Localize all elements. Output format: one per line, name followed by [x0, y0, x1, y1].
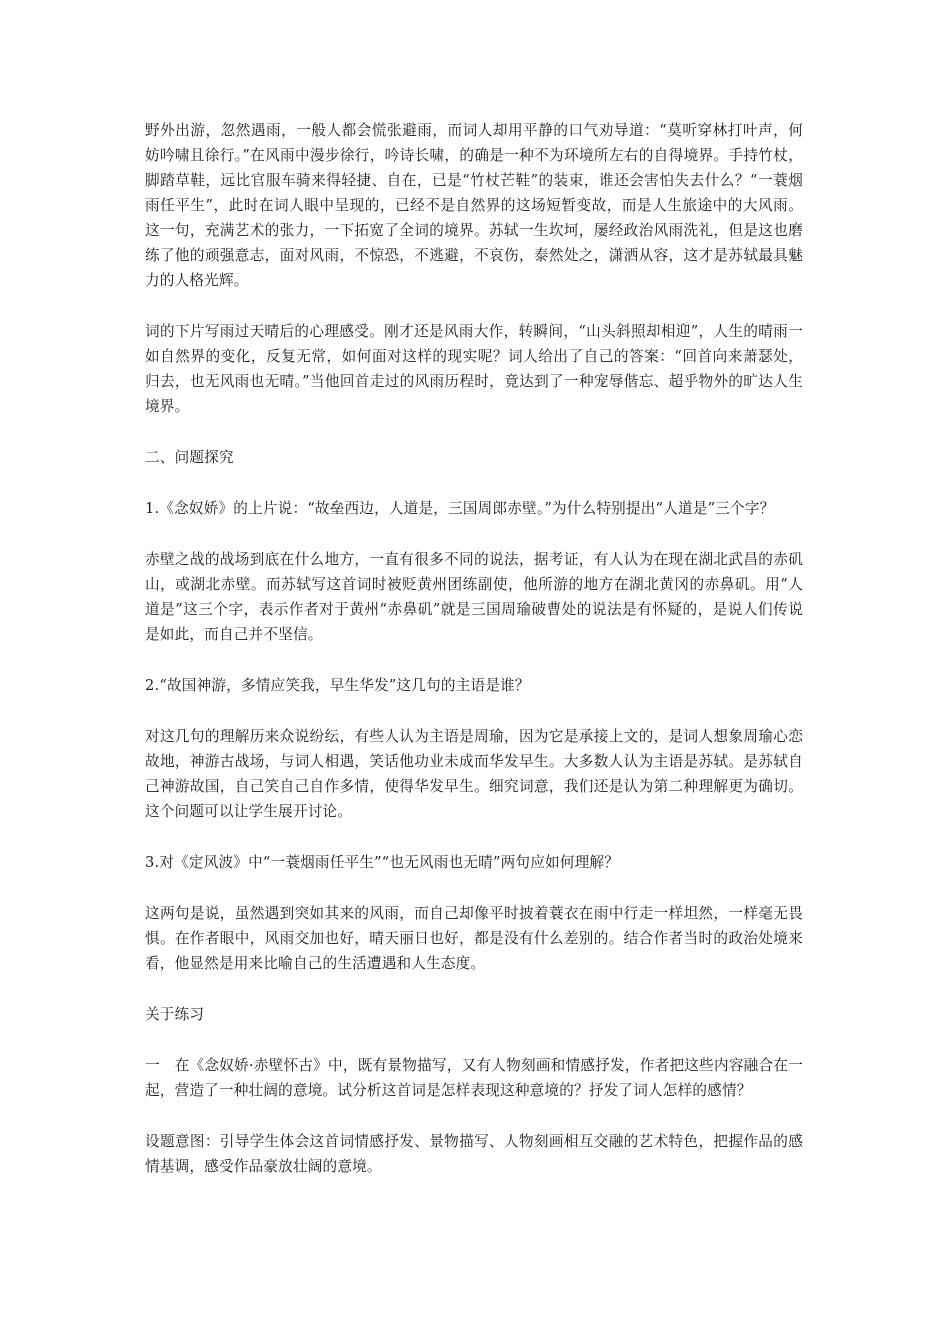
document-page: [145, 118, 803, 1205]
paragraph-second-stanza: 词的下片写雨过天晴后的心理感受。刚才还是风雨大作，转瞬间，“山头斜照却相迎”，人生的晴雨一如自然界的变化，反复无常，如何面对这样的现实呢？词人给出了自己的答案：“回首向来萧瑟处，归去，也无风雨也无晴。”当他回首走过的风雨历程时，竟达到了一种宠辱偕忘、超乎物外的旷达人生境界。: [145, 323, 803, 415]
question-2: 2.“故国神游，多情应笑我，早生华发”这几句的主语是谁？: [145, 677, 530, 694]
paragraph-rain-journey: 野外出游，忽然遇雨，一般人都会慌张避雨，而词人却用平静的口气劝导道：“莫听穿林打叶声，何妨吟啸且徐行。”在风雨中漫步徐行，吟诗长啸，的确是一种不为环境所左右的自得境界。手持竹杖，脚踏草鞋，远比官服车骑来得轻捷、自在，已是“竹杖芒鞋”的装束，谁还会害怕失去什么？“一蓑烟雨任平生”，此时在词人眼中呈现的，已经不是自然界的这场短暂变故，而是人生旅途中的大风雨。这一句，充满艺术的张力，一下拓宽了全词的境界。苏轼一生坎坷，屡经政治风雨洗礼，但是这也磨练了他的顽强意志，面对风雨，不惊恐，不逃避，不哀伤，泰然处之，潇洒从容，这才是苏轼最具魅力的人格光辉。: [145, 122, 803, 289]
answer-2: 对这几句的理解历来众说纷纭，有些人认为主语是周瑜，因为它是承接上文的，是词人想象周瑜心恋故地，神游古战场，与词人相遇，笑话他功业未成而华发早生。大多数人认为主语是苏轼。是苏轼自己神游故国，自己笑自己自作多情，使得华发早生。细究词意，我们还是认为第二种理解更为确切。这个问题可以让学生展开讨论。: [145, 728, 803, 820]
question-1: 1.《念奴娇》的上片说：“故垒西边，人道是，三国周郎赤壁。”为什么特别提出“人道是”三个字？: [145, 500, 775, 517]
answer-3: 这两句是说，虽然遇到突如其来的风雨，而自己却像平时披着蓑衣在雨中行走一样坦然，一样毫无畏惧。在作者眼中，风雨交加也好，晴天丽日也好，都是没有什么差别的。结合作者当时的政治处境来看，他显然是用来比喻自己的生活遭遇和人生态度。: [145, 905, 803, 972]
question-3: 3.对《定风波》中“一蓑烟雨任平生”“也无风雨也无晴”两句应如何理解？: [145, 854, 619, 871]
exercise-1: 一 在《念奴娇·赤壁怀古》中，既有景物描写，又有人物刻画和情感抒发，作者把这些内容融合在一起，营造了一种壮阔的意境。试分析这首词是怎样表现这种意境的？抒发了词人怎样的感情？: [145, 1057, 803, 1099]
section-heading-exercises: 关于练习: [145, 1006, 205, 1023]
exercise-1-intent: 设题意图：引导学生体会这首词情感抒发、景物描写、人物刻画相互交融的艺术特色，把握作品的感情基调，感受作品豪放壮阔的意境。: [145, 1133, 803, 1175]
answer-1: 赤壁之战的战场到底在什么地方，一直有很多不同的说法，据考证，有人认为在现在湖北武昌的赤矶山，或湖北赤壁。而苏轼写这首词时被贬黄州团练副使，他所游的地方在湖北黄冈的赤鼻矶。用“人道是”这三个字，表示作者对于黄州“赤鼻矶”就是三国周瑜破曹处的说法是有怀疑的，是说人们传说是如此，而自己并不坚信。: [145, 551, 803, 643]
section-heading-inquiry: 二、问题探究: [145, 449, 234, 466]
